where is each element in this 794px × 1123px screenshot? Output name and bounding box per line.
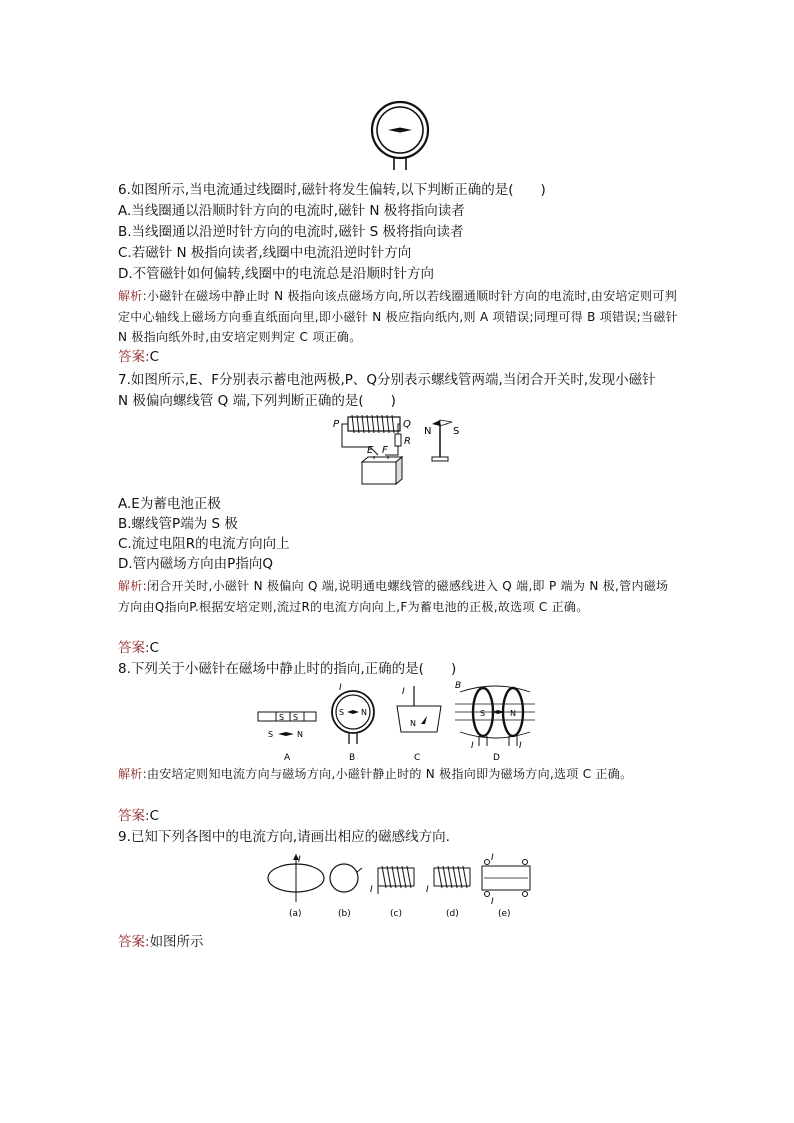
q6-explanation-text: 小磁针在磁场中静止时 N 极指向该点磁场方向,所以若线圈通顺时针方向的电流时,由安培定则可判定中心轴线上磁场方向垂直纸面向里,即小磁针 N 极应指向纸内,则 A 项错误;同理可得 B 项错误;当磁针 N 极指向纸外时,由安培定则判定 C 项正确。 (118, 289, 678, 344)
q8-explanation-label: 解析: (118, 767, 147, 781)
q9-answer-value: 如图所示 (149, 934, 204, 950)
q8-figure-d (455, 681, 535, 763)
svg-text:S: S (279, 713, 285, 722)
svg-text:B: B (455, 681, 462, 691)
q7-label-e: E (367, 445, 374, 456)
q7-stem-line2: N 极偏向螺线管 Q 端,下列判断正确的是( ) (118, 393, 396, 409)
q9-figure-e (482, 853, 530, 919)
q7-answer-value: C (149, 640, 159, 656)
q9-figure-d (426, 866, 470, 919)
q8-explanation-text: 由安培定则知电流方向与磁场方向,小磁针静止时的 N 极指向即为磁场方向,选项 C 正确。 (146, 767, 633, 781)
q6-coil-figure (360, 100, 440, 172)
q9-answer (118, 932, 204, 952)
q6-answer (118, 347, 159, 367)
q7-option-c: C.流过电阻R的电流方向向上 (118, 536, 290, 552)
q6-explanation (118, 286, 678, 348)
svg-text:I: I (402, 687, 405, 697)
svg-text:(e): (e) (498, 909, 511, 919)
svg-text:C: C (414, 753, 421, 763)
q6-option-c: C.若磁针 N 极指向读者,线圈中电流沿逆时针方向 (118, 245, 412, 261)
q8-answer-value: C (149, 808, 159, 824)
q7-answer (118, 638, 159, 658)
svg-text:B: B (349, 753, 356, 763)
q7-label-q: Q (403, 419, 411, 430)
q7-explanation (118, 576, 678, 617)
svg-text:A: A (284, 753, 291, 763)
q6-option-b: B.当线圈通以沿逆时针方向的电流时,磁针 S 极将指向读者 (118, 224, 464, 240)
q6-option-a: A.当线圈通以沿顺时针方向的电流时,磁针 N 极将指向读者 (118, 203, 465, 219)
q8-answer-label: 答案: (118, 808, 150, 824)
q7-label-n: N (424, 426, 432, 437)
q8-answer (118, 806, 159, 826)
q6-answer-value: C (149, 349, 159, 365)
q8-figure-a (258, 712, 316, 763)
svg-text:I: I (298, 855, 301, 865)
svg-text:(b): (b) (338, 909, 351, 919)
svg-text:I: I (339, 683, 342, 693)
svg-text:(d): (d) (446, 909, 459, 919)
svg-text:N: N (410, 719, 416, 728)
q6-stem: 6.如图所示,当电流通过线圈时,磁针将发生偏转,以下判断正确的是( ) (118, 182, 546, 198)
q7-label-r: R (404, 436, 411, 447)
q7-stem-line1: 7.如图所示,E、F分别表示蓄电池两极,P、Q分别表示螺线管两端,当闭合开关时,发现小磁针 (118, 372, 656, 388)
svg-text:S: S (339, 708, 345, 717)
q9-figure-a (268, 854, 324, 919)
svg-text:N: N (361, 708, 367, 717)
svg-text:(a): (a) (289, 909, 302, 919)
svg-text:I: I (426, 885, 429, 895)
q7-label-p: P (333, 419, 340, 430)
svg-text:N: N (510, 709, 516, 718)
q8-options-figure (255, 678, 555, 766)
q8-figure-c (397, 686, 441, 763)
q7-solenoid-circuit-figure (330, 412, 470, 490)
q9-figure-b (330, 864, 362, 919)
svg-text:S: S (480, 709, 486, 718)
q6-explanation-label: 解析: (118, 289, 147, 303)
svg-text:D: D (493, 753, 500, 763)
q7-explanation-label: 解析: (118, 579, 147, 593)
q7-label-s: S (453, 426, 460, 437)
svg-text:I: I (491, 853, 494, 863)
q7-answer-label: 答案: (118, 640, 150, 656)
svg-text:S: S (268, 730, 274, 739)
q9-figures (262, 850, 542, 922)
q9-answer-label: 答案: (118, 934, 150, 950)
svg-text:S: S (293, 713, 299, 722)
q7-option-b: B.螺线管P端为 S 极 (118, 516, 238, 532)
q7-explanation-text: 闭合开关时,小磁针 N 极偏向 Q 端,说明通电螺线管的磁感线进入 Q 端,即 P 端为 N 极,管内磁场方向由Q指向P.根据安培定则,流过R的电流方向向上,F为蓄电池的正极,故选项 C 正确。 (118, 579, 669, 614)
compass-needle-icon (388, 128, 412, 133)
q7-label-f: F (382, 445, 388, 456)
q7-option-d: D.管内磁场方向由P指向Q (118, 556, 273, 572)
svg-text:(c): (c) (390, 909, 402, 919)
q9-stem: 9.已知下列各图中的电流方向,请画出相应的磁感线方向. (118, 829, 450, 845)
svg-text:I: I (519, 741, 522, 751)
svg-text:I: I (370, 885, 373, 895)
q6-answer-label: 答案: (118, 349, 150, 365)
q9-figure-c (370, 866, 414, 919)
q8-explanation (118, 764, 678, 785)
q7-option-a: A.E为蓄电池正极 (118, 496, 221, 512)
svg-text:N: N (297, 730, 303, 739)
q8-figure-b (332, 683, 374, 763)
svg-text:I: I (471, 741, 474, 751)
svg-text:I: I (491, 897, 494, 907)
q8-stem: 8.下列关于小磁针在磁场中静止时的指向,正确的是( ) (118, 661, 457, 677)
q6-option-d: D.不管磁针如何偏转,线圈中的电流总是沿顺时针方向 (118, 266, 434, 282)
